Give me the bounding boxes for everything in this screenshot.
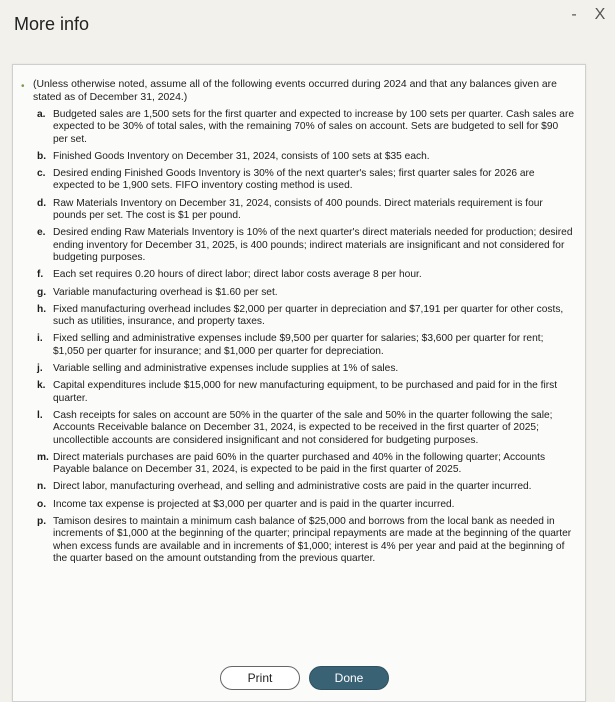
list-item [37,227,575,264]
window-title: More info [14,14,90,34]
item-letter: l. [37,409,43,421]
item-letter: d. [37,197,47,209]
item-letter: n. [37,481,47,493]
list-item [37,198,575,223]
item-text: Desired ending Raw Materials Inventory is 10% of the next quarter's direct materials needed for production; desired ending inventory for December 31, 2025, is 400 pounds; indirect materials are insignificant and not considered for budgeting purposes. [53,227,573,263]
list-item [37,333,575,358]
item-letter: p. [37,516,47,528]
item-text: Variable manufacturing overhead is $1.60 per set. [53,286,278,298]
item-letter: g. [37,286,47,298]
minimize-icon[interactable]: - [571,6,577,23]
item-text: Budgeted sales are 1,500 sets for the first quarter and expected to increase by 100 sets per quarter. Cash sales are expected to be 30% of total sales, with the remaining 70% of sales on account. Sets are budgeted to sell for $90 per set. [53,109,574,145]
item-letter: o. [37,498,47,510]
list-item [37,380,575,405]
close-icon[interactable]: X [594,6,606,23]
item-letter: k. [37,380,46,392]
item-text: Cash receipts for sales on account are 50% in the quarter of the sale and 50% in the quarter following the sale; Accounts Receivable balance on December 31, 2024, is expected to be received in the first quarter of 2025; uncollectible accounts are considered insignificant and not considered for budgeting purposes. [53,409,553,446]
list-item [37,410,575,447]
item-text: Capital expenditures include $15,000 for new manufacturing equipment, to be purchased and paid for in the first quarter. [53,380,558,404]
list-item [37,304,575,329]
item-letter: f. [37,269,44,281]
list-item [37,452,575,477]
item-text: Fixed selling and administrative expenses include $9,500 per quarter for salaries; $3,600 per quarter for rent; $1,050 per quarter for insurance; and $1,000 per quarter for depreciation. [53,333,544,357]
list-item [37,481,575,493]
item-text: Desired ending Finished Goods Inventory is 30% of the next quarter's sales; first quarter sales for 2026 are expected to be 1,900 sets. FIFO inventory costing method is used. [53,168,535,192]
item-letter: j. [37,363,43,375]
item-letter: e. [37,227,46,239]
item-letter: a. [37,109,46,120]
window-controls [565,6,609,24]
list-item [37,287,575,299]
item-letter: c. [37,168,46,180]
list-item [37,151,575,163]
item-text: Tamison desires to maintain a minimum cash balance of $25,000 and borrows from the local bank as needed in increments of $1,000 at the beginning of the quarter; principal repayments are made at the beginning of the quarter when excess funds are available and in increments of $1,000; interest is 4% per year and paid at the beginning of the quarter based on the amount outstanding from the previous quarter. [53,516,572,564]
list-item [37,363,575,375]
item-letter: b. [37,150,47,162]
item-list [37,109,575,570]
item-letter: m. [37,451,49,463]
item-letter: h. [37,303,47,315]
item-text: Fixed manufacturing overhead includes $2,000 per quarter in depreciation and $7,191 per quarter for other costs, such as utilities, insurance, and property taxes. [53,303,564,328]
info-panel [12,64,586,702]
list-item [37,109,575,146]
item-text: Finished Goods Inventory on December 31, 2024, consists of 100 sets at $35 each. [53,150,430,162]
done-button[interactable]: Done [309,666,389,690]
item-text: Raw Materials Inventory on December 31, 2024, consists of 400 pounds. Direct materials requirement is four pounds per set. The cost is $1 per pound. [53,197,543,222]
intro-text: (Unless otherwise noted, assume all of the following events occurred during 2024 and that any balances given are stated as of December 31, 2024.) [33,79,557,103]
item-text: Direct materials purchases are paid 60% in the quarter purchased and 40% in the following quarter; Accounts Payable balance on December 31, 2024, is expected to be paid in the first quarter of 2025. [53,451,546,476]
print-button[interactable]: Print [220,666,300,690]
list-item [37,168,575,193]
item-text: Direct labor, manufacturing overhead, and selling and administrative costs are paid in the quarter incurred. [53,481,532,493]
item-text: Variable selling and administrative expenses include supplies at 1% of sales. [53,363,399,375]
item-text: Each set requires 0.20 hours of direct labor; direct labor costs average 8 per hour. [53,269,422,281]
list-item [37,269,575,281]
list-item [37,499,575,511]
item-letter: i. [37,333,43,345]
bullet-icon: • [21,81,25,92]
item-text: Income tax expense is projected at $3,000 per quarter and is paid in the quarter incurred. [53,498,455,510]
list-item [37,516,575,565]
